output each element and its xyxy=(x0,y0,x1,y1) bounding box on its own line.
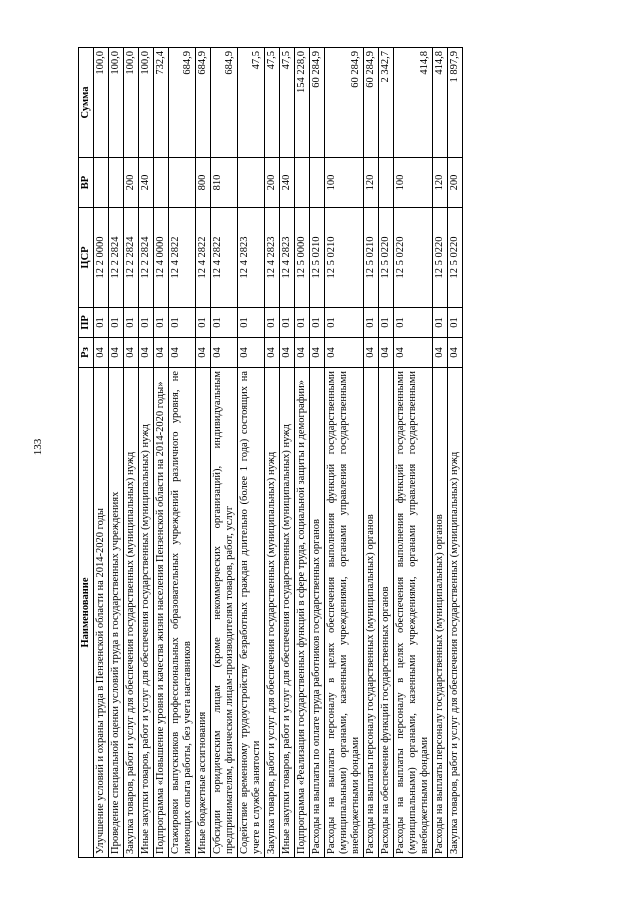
cell-vr xyxy=(379,158,394,208)
cell-pr: 01 xyxy=(310,308,325,338)
cell-sum: 684,9 xyxy=(211,48,238,158)
cell-pr: 01 xyxy=(238,308,265,338)
cell-sum: 414,8 xyxy=(433,48,448,158)
cell-vr xyxy=(238,158,265,208)
table-row xyxy=(211,48,238,858)
cell-name: Иные закупки товаров, работ и услуг для обеспечения государственных (муниципальных) нужд xyxy=(139,368,154,858)
header-pr: ПР xyxy=(79,308,94,338)
cell-sum: 100,0 xyxy=(94,48,109,158)
table-row xyxy=(169,48,196,858)
cell-rz: 04 xyxy=(154,338,169,368)
cell-rz: 04 xyxy=(94,338,109,368)
cell-vr: 120 xyxy=(364,158,379,208)
cell-pr: 01 xyxy=(265,308,280,338)
cell-name: Расходы на выплаты по оплате труда работников государственных органов xyxy=(310,368,325,858)
cell-pr: 01 xyxy=(394,308,433,338)
cell-sum: 732,4 xyxy=(154,48,169,158)
cell-name: Расходы на обеспечение функций государственных органов xyxy=(379,368,394,858)
cell-sum: 684,9 xyxy=(196,48,211,158)
table-row xyxy=(379,48,394,858)
table-row xyxy=(154,48,169,858)
cell-rz: 04 xyxy=(448,338,463,368)
cell-pr: 01 xyxy=(379,308,394,338)
table-row xyxy=(280,48,295,858)
cell-pr: 01 xyxy=(448,308,463,338)
header-vr: ВР xyxy=(79,158,94,208)
cell-rz: 04 xyxy=(124,338,139,368)
cell-csr: 12 5 0220 xyxy=(433,208,448,308)
cell-name: Проведение специальной оценки условий труда в государственных учреждениях xyxy=(109,368,124,858)
header-rz: Рз xyxy=(79,338,94,368)
cell-pr: 01 xyxy=(211,308,238,338)
cell-sum: 47,5 xyxy=(280,48,295,158)
cell-sum: 47,5 xyxy=(265,48,280,158)
cell-vr xyxy=(310,158,325,208)
cell-csr: 12 4 2822 xyxy=(169,208,196,308)
cell-rz: 04 xyxy=(433,338,448,368)
cell-sum: 2 342,7 xyxy=(379,48,394,158)
cell-vr xyxy=(154,158,169,208)
cell-rz: 04 xyxy=(310,338,325,368)
table-row xyxy=(238,48,265,858)
cell-rz: 04 xyxy=(280,338,295,368)
cell-name: Стажировки выпускников профессиональных образовательных учреждений различного уровня, не имеющих опыта работы, без учета наставников xyxy=(169,368,196,858)
cell-csr: 12 2 2824 xyxy=(139,208,154,308)
cell-vr: 200 xyxy=(448,158,463,208)
cell-pr: 01 xyxy=(154,308,169,338)
cell-pr: 01 xyxy=(124,308,139,338)
cell-name: Улучшение условий и охраны труда в Пензенской области на 2014-2020 годы xyxy=(94,368,109,858)
rotated-budget-table-container xyxy=(78,48,608,858)
table-row xyxy=(394,48,433,858)
table-row xyxy=(139,48,154,858)
table-row xyxy=(310,48,325,858)
cell-vr xyxy=(94,158,109,208)
cell-csr: 12 5 0210 xyxy=(310,208,325,308)
cell-sum: 100,0 xyxy=(124,48,139,158)
cell-pr: 01 xyxy=(280,308,295,338)
cell-pr: 01 xyxy=(169,308,196,338)
cell-name: Расходы на выплаты персоналу государственных (муниципальных) органов xyxy=(433,368,448,858)
cell-csr: 12 5 0210 xyxy=(364,208,379,308)
cell-sum: 60 284,9 xyxy=(364,48,379,158)
cell-rz: 04 xyxy=(238,338,265,368)
table-row xyxy=(196,48,211,858)
cell-csr: 12 5 0220 xyxy=(394,208,433,308)
cell-vr: 240 xyxy=(280,158,295,208)
cell-pr: 01 xyxy=(196,308,211,338)
cell-csr: 12 5 0220 xyxy=(448,208,463,308)
cell-vr: 800 xyxy=(196,158,211,208)
cell-sum: 60 284,9 xyxy=(325,48,364,158)
table-row xyxy=(265,48,280,858)
cell-sum: 1 897,9 xyxy=(448,48,463,158)
cell-rz: 04 xyxy=(211,338,238,368)
cell-rz: 04 xyxy=(394,338,433,368)
cell-rz: 04 xyxy=(379,338,394,368)
cell-csr: 12 2 2824 xyxy=(109,208,124,308)
cell-sum: 47,5 xyxy=(238,48,265,158)
cell-csr: 12 4 2822 xyxy=(196,208,211,308)
cell-csr: 12 5 0210 xyxy=(325,208,364,308)
table-row xyxy=(433,48,448,858)
cell-pr: 01 xyxy=(325,308,364,338)
cell-rz: 04 xyxy=(364,338,379,368)
table-row xyxy=(109,48,124,858)
table-row xyxy=(124,48,139,858)
cell-vr: 240 xyxy=(139,158,154,208)
cell-sum: 684,9 xyxy=(169,48,196,158)
cell-sum: 154 228,0 xyxy=(295,48,310,158)
cell-name: Содействие временному трудоустройству безработных граждан длительно (более 1 года) состоящих на учете в службе занятости xyxy=(238,368,265,858)
header-csr: ЦСР xyxy=(79,208,94,308)
cell-rz: 04 xyxy=(325,338,364,368)
cell-pr: 01 xyxy=(94,308,109,338)
table-row xyxy=(448,48,463,858)
cell-sum: 100,0 xyxy=(109,48,124,158)
cell-pr: 01 xyxy=(295,308,310,338)
header-sum: Сумма xyxy=(79,48,94,158)
cell-csr: 12 4 2823 xyxy=(238,208,265,308)
cell-rz: 04 xyxy=(169,338,196,368)
cell-rz: 04 xyxy=(196,338,211,368)
cell-rz: 04 xyxy=(265,338,280,368)
cell-csr: 12 5 0220 xyxy=(379,208,394,308)
cell-sum: 60 284,9 xyxy=(310,48,325,158)
cell-vr: 120 xyxy=(433,158,448,208)
cell-name: Расходы на выплаты персоналу в целях обеспечения выполнения функций государственными (муниципальными) органами, казенными учреждениями, органами управления государственными внебюджетными фондами xyxy=(325,368,364,858)
cell-vr: 100 xyxy=(325,158,364,208)
cell-sum: 100,0 xyxy=(139,48,154,158)
cell-vr: 200 xyxy=(124,158,139,208)
cell-pr: 01 xyxy=(433,308,448,338)
cell-name: Субсидии юридическим лицам (кроме некоммерческих организаций), индивидуальным предпринимателям, физическим лицам-производителям товаров, работ, услуг xyxy=(211,368,238,858)
table-row xyxy=(295,48,310,858)
cell-csr: 12 4 2823 xyxy=(265,208,280,308)
cell-vr: 810 xyxy=(211,158,238,208)
cell-name: Закупка товаров, работ и услуг для обеспечения государственных (муниципальных) нужд xyxy=(124,368,139,858)
cell-pr: 01 xyxy=(139,308,154,338)
cell-name: Закупка товаров, работ и услуг для обеспечения государственных (муниципальных) нужд xyxy=(265,368,280,858)
table-header-row xyxy=(79,48,94,858)
table-row xyxy=(325,48,364,858)
cell-sum: 414,8 xyxy=(394,48,433,158)
cell-vr xyxy=(295,158,310,208)
cell-vr: 100 xyxy=(394,158,433,208)
cell-vr: 200 xyxy=(265,158,280,208)
header-name: Наименование xyxy=(79,368,94,858)
cell-pr: 01 xyxy=(109,308,124,338)
cell-rz: 04 xyxy=(139,338,154,368)
cell-name: Закупка товаров, работ и услуг для обеспечения государственных (муниципальных) нужд xyxy=(448,368,463,858)
cell-csr: 12 5 0000 xyxy=(295,208,310,308)
table-row xyxy=(94,48,109,858)
budget-table xyxy=(78,47,463,858)
cell-vr xyxy=(109,158,124,208)
cell-csr: 12 2 0000 xyxy=(94,208,109,308)
cell-name: Иные закупки товаров, работ и услуг для обеспечения государственных (муниципальных) нужд xyxy=(280,368,295,858)
cell-rz: 04 xyxy=(109,338,124,368)
cell-name: Подпрограмма «Повышение уровня и качества жизни населения Пензенской области на 2014-2020 годы» xyxy=(154,368,169,858)
page-number: 133 xyxy=(32,438,44,456)
cell-vr xyxy=(169,158,196,208)
cell-rz: 04 xyxy=(295,338,310,368)
cell-name: Расходы на выплаты персоналу государственных (муниципальных) органов xyxy=(364,368,379,858)
cell-csr: 12 4 0000 xyxy=(154,208,169,308)
cell-name: Расходы на выплаты персоналу в целях обеспечения выполнения функций государственными (муниципальными) органами, казенными учреждениями, органами управления государственными внебюджетными фондами xyxy=(394,368,433,858)
cell-name: Подпрограмма «Реализация государственных функций в сфере труда, социальной защиты и демографии» xyxy=(295,368,310,858)
cell-csr: 12 2 2824 xyxy=(124,208,139,308)
cell-csr: 12 4 2822 xyxy=(211,208,238,308)
cell-name: Иные бюджетные ассигнования xyxy=(196,368,211,858)
cell-csr: 12 4 2823 xyxy=(280,208,295,308)
table-row xyxy=(364,48,379,858)
cell-pr: 01 xyxy=(364,308,379,338)
